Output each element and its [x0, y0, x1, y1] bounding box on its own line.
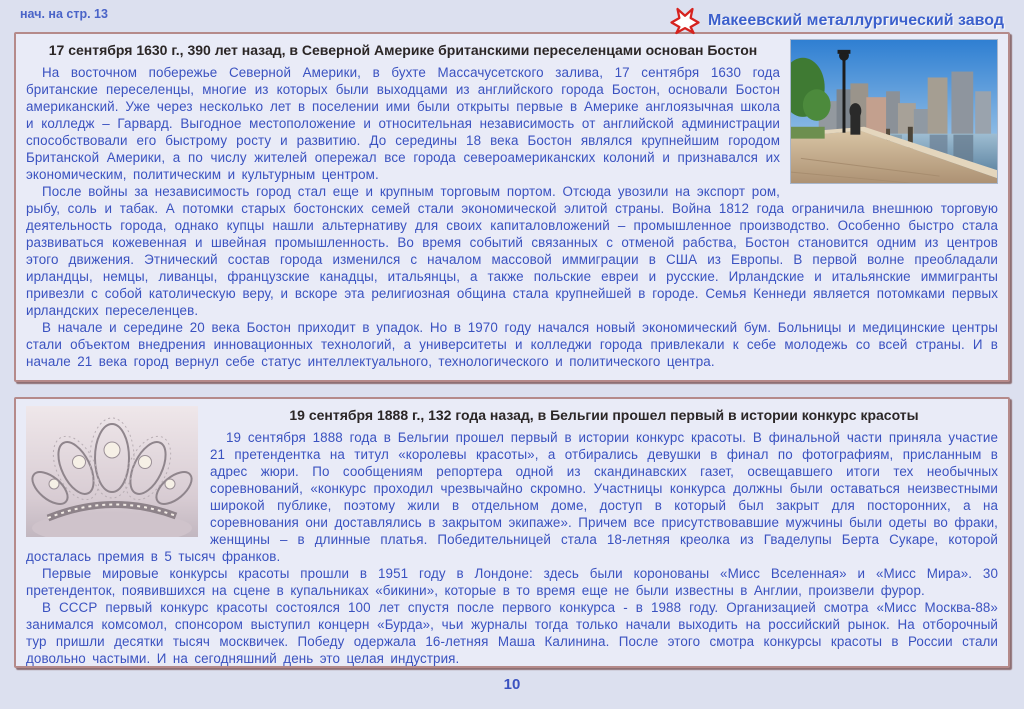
brand — [670, 7, 1004, 35]
page-header — [0, 0, 1024, 32]
article-title: 19 сентября 1888 г., 132 года назад, в Бельгии прошел первый в истории конкурс красоты — [289, 407, 919, 423]
page-footer — [0, 676, 1024, 694]
pearl-tiara-photo — [26, 406, 198, 537]
boston-waterfront-photo — [790, 39, 998, 184]
article-paragraph: На восточном побережье Северной Америки, в бухте Массачусетского залива, 17 сентября 1630 года британские переселенцы, многие из которых были выходцами из английского города Бостон, основали Бостон американский. Уже через несколько лет в поселении ими были открыты первые в Америке англоязычная школа и колледж – Гарвард. Выгодное местоположение и относительная независимость от английской администрации способствовали его быстрому росту и развитию. До середины 18 века Бостон являлся крупнейшим городом Британской Америки, а по числу жителей опережал все города североамериканских колоний и признавался их экономическим, политическим и культурным центром. — [26, 65, 780, 182]
continued-note: нач. на стр. 13 — [20, 7, 108, 21]
article-paragraph: 19 сентября 1888 года в Бельгии прошел первый в истории конкурс красоты. В финальной части приняла участие 21 претендентка на титул «королевы красоты», а отбирались девушки в финал по фотографиям, присланным в адрес жюри. По сообщениям репортера одной из скандинавских газет, освещавшего итоги тех необычных соревнований, «конкурс проходил чрезвычайно скромно. Участницы конкурса должны были оставаться неизвестными широкой публике, поэтому жили в отдельном доме, доступ в который был закрыт для посторонних, а на соревнования они доставлялись в закрытом экипаже». Причем все присутствовавшие мужчины были одеты во фраки, женщины – в длинные платья. Победительницей стала 18-летняя креолка из Гваделупы Берта Сукаре, которой досталась премия в 5 тысяч франков. — [26, 430, 998, 564]
article-paragraph: Первые мировые конкурсы красоты прошли в 1951 году в Лондоне: здесь были коронованы «Мисс Вселенная» и «Мисс Мира». 30 претенденток, появившихся на сцене в купальниках «бикини», которые в то время еще не были известны в Англии, произвели фурор. — [26, 566, 998, 598]
article-beauty-contest — [14, 397, 1010, 668]
article-paragraph: В СССР первый конкурс красоты состоялся 100 лет спустя после первого конкурса - в 1988 году. Организацией смотра «Мисс Москва-88» занимался комсомол, спонсором выступил концерн «Бурда», чьи журналы тогда только начали выходить на российский рынок. На отборочный тур пришли десятки тысяч москвичек. Победу одержала 16-летняя Маша Калинина. После этого смотра конкурсы красоты в России стали довольно частыми. И на сегодняшний день это целая индустрия. — [26, 600, 998, 666]
page-number: 10 — [503, 676, 521, 693]
brand-name: Макеевский металлургический завод — [707, 12, 1004, 29]
article-paragraph: В начале и середине 20 века Бостон приходит в упадок. Но в 1970 году начался новый экономический бум. Больницы и медицинские центры стали объектом внедрения инновационных технологий, а университеты и колледжи города привлекали к себе молодежь со всей страны. И в начале 21 века город вернул себе статус интеллектуального, технологического и политического центра. — [26, 320, 998, 369]
ribbon-star-logo-icon — [670, 7, 700, 35]
article-boston — [14, 32, 1010, 382]
article-paragraph: После войны за независимость город стал еще и крупным торговым портом. Отсюда увозили на экспорт ром, рыбу, соль и табак. А потомки старых бостонских семей стали экономической элитой страны. Война 1812 года ограничила внешнюю торговую деятельность города, однако купцы нашли альтернативу для своих капиталовложений – промышленное производство. Особенно быстро стала развиваться кожевенная и швейная промышленность. Во время событий связанных с отменой рабства, Бостон становится одним из центров этого движения. Этнический состав города изменился с началом массовой иммиграции в США из Европы. В первой волне преобладали ирландцы, немцы, ливанцы, французские канадцы, итальянцы, а также польские евреи и русские. Ирландские и итальянские иммигранты привезли с собой католическую веру, и вскоре эта религиозная община стала крупнейшей в городе. Семья Кеннеди является потомками первых ирландских переселенцев. — [26, 184, 998, 318]
article-title: 17 сентября 1630 г., 390 лет назад, в Северной Америке британскими переселенцами основан Бостон — [48, 42, 758, 58]
